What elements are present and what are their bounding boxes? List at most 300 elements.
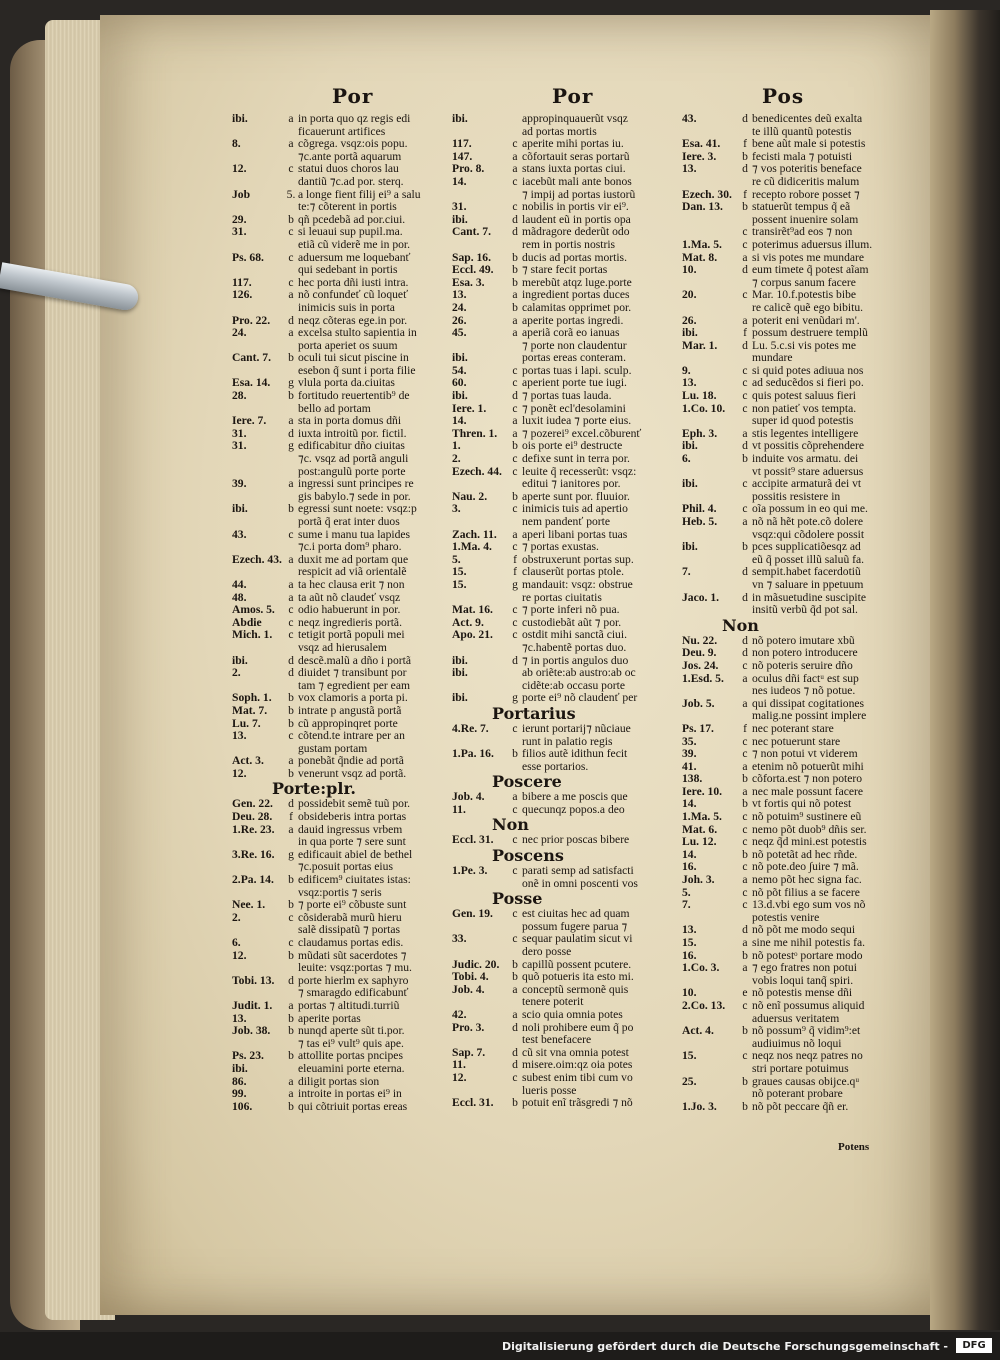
entry-text: onẽ in omni poscenti vos [522, 876, 638, 890]
entry-reference: ibi. [232, 112, 248, 125]
entry-section-letter: b [512, 250, 518, 264]
entry-reference [232, 239, 284, 252]
entry-section-letter: a [742, 759, 748, 773]
entry-reference [232, 836, 284, 849]
entry-text: neqz nos neqz patres no [752, 1049, 863, 1063]
entry-text: tam ⁊ egredient per eam [298, 678, 410, 692]
entry-text: potestis venire [752, 910, 820, 924]
entry-text: nemo põt hec signa fac. [752, 873, 862, 887]
concordance-entry [452, 604, 682, 617]
entry-text: ingressi sunt principes re [298, 477, 414, 491]
entry-text: stans iuxta portas ciui. [522, 162, 626, 176]
entry-text: quecunqz popos.a deo [522, 802, 625, 816]
entry-section-letter: d [288, 973, 294, 987]
entry-reference: 15. [452, 577, 467, 591]
entry-text: edificem⁹ ciuitates istas: [298, 873, 411, 887]
entry-section-letter: c [742, 810, 748, 824]
entry-text: in porta quo qz regis edi [298, 112, 411, 125]
entry-text: statuerũt tempus q̃ eã [752, 200, 851, 214]
entry-reference: 1.Ma. 5. [682, 810, 722, 824]
concordance-entry [232, 1088, 472, 1101]
entry-text: nobilis in portis vir ei⁹. [522, 200, 629, 214]
entry-section-letter: b [512, 300, 518, 314]
concordance-entry [232, 176, 472, 189]
concordance-entry [452, 908, 682, 921]
entry-section-letter: b [512, 263, 518, 277]
entry-section-letter: c [512, 802, 518, 816]
entry-text: filios autẽ idithun fecit [522, 747, 628, 761]
entry-section-letter: a [742, 671, 748, 685]
entry-text: Lu. 5.c.si vis potes me [752, 338, 857, 352]
entry-text: post:angulũ porte porte [298, 464, 406, 478]
entry-text: capillũ possent pcutere. [522, 957, 632, 971]
concordance-entry [452, 541, 682, 554]
entry-text: odio habuerunt in por. [298, 603, 401, 617]
entry-section-letter: c [742, 1049, 748, 1063]
entry-section-letter: b [512, 489, 518, 503]
entry-reference: Deu. 28. [232, 810, 273, 824]
entry-text: eleuamini porte eterna. [298, 1061, 405, 1075]
entry-reference: 5. [682, 885, 691, 899]
entry-text: ois porte ei⁹ destructe [522, 439, 623, 453]
entry-section-letter: a [742, 426, 748, 440]
concordance-entry [452, 791, 682, 804]
entry-section-letter: a [512, 982, 518, 996]
concordance-entry [452, 878, 682, 891]
entry-reference: ibi. [452, 112, 468, 125]
entry-reference: Lu. 18. [682, 389, 717, 403]
entry-section-letter: c [742, 998, 748, 1012]
concordance-entry [452, 327, 682, 340]
entry-reference: 16. [682, 948, 697, 962]
entry-section-letter: b [742, 847, 748, 861]
entry-reference: 31. [232, 225, 247, 239]
entry-text: venerunt vsqz ad portã. [298, 766, 407, 780]
concordance-entry [682, 937, 914, 950]
entry-reference: 26. [452, 313, 467, 327]
entry-text: appropinquauerũt vsqz [522, 112, 628, 125]
entry-text: salẽ dissipatũ ⁊ portas [298, 923, 401, 937]
entry-text: porte hierlm ex saphyro [298, 973, 409, 987]
entry-reference: ibi. [682, 540, 698, 554]
entry-text: vlula porta da.ciuitas [298, 376, 395, 390]
entry-text: neqz cõteras ege.in por. [298, 313, 408, 327]
concordance-entry [232, 730, 472, 743]
entry-reference: Heb. 5. [682, 515, 718, 528]
concordance-entry [452, 176, 682, 189]
entry-text: vobis loqui tanq̃ spiri. [752, 973, 854, 987]
entry-reference: 42. [452, 1008, 467, 1021]
entry-text: ingredient portas duces [522, 288, 630, 302]
entry-reference [682, 685, 738, 698]
concordance-entry [452, 642, 682, 655]
entry-text: nec prior poscas bibere [522, 833, 630, 847]
entry-section-letter [508, 667, 522, 680]
entry-text: aperi libani portas tuas [522, 527, 628, 541]
entry-text: mundare [752, 351, 793, 365]
entry-text: ducis ad portas mortis. [522, 250, 627, 264]
concordance-column-2 [452, 113, 682, 1110]
entry-section-letter: d [742, 565, 748, 579]
concordance-entry [452, 723, 682, 736]
entry-section-letter: d [512, 389, 518, 403]
concordance-entry [452, 302, 682, 315]
entry-section-letter: a [288, 1087, 294, 1101]
entry-text: nõ enĩ possumus aliquid [752, 998, 865, 1012]
concordance-entry [682, 1101, 914, 1114]
entry-reference: 5. [452, 552, 461, 566]
entry-reference: 99. [232, 1087, 247, 1101]
concordance-entry [682, 478, 914, 491]
entry-section-letter: f [289, 810, 293, 824]
entry-section-letter [508, 946, 522, 959]
entry-section-letter: b [288, 766, 294, 780]
entry-reference: Esa. 41. [682, 137, 721, 151]
entry-text: audiuimus nõ loqui [752, 1036, 842, 1050]
column-heading-1: Por [332, 84, 374, 108]
entry-text: bello ad portam [298, 401, 371, 415]
entry-section-letter [508, 478, 522, 491]
entry-text: cõsiderabã murũ hieru [298, 910, 402, 924]
entry-section-letter [738, 1088, 752, 1101]
entry-section-letter: c [742, 237, 748, 251]
entry-section-letter: a [512, 790, 518, 804]
entry-text: iuxta introitũ por. fictil. [298, 426, 407, 440]
entry-section-letter: c [512, 200, 518, 214]
entry-text: ⁊ ego fratres non potui [752, 961, 857, 975]
entry-text: nec poterant stare [752, 721, 834, 735]
entry-section-letter: f [743, 187, 747, 201]
concordance-entry [682, 962, 914, 975]
entry-text: editui ⁊ ianitores por. [522, 477, 621, 491]
entry-reference: 13. [232, 1011, 247, 1025]
concordance-entry [452, 201, 682, 214]
entry-section-letter [284, 516, 298, 529]
entry-section-letter [284, 541, 298, 554]
entry-reference: 45. [452, 326, 467, 340]
entry-section-letter: d [512, 653, 518, 667]
entry-text: si leuaui sup pupil.ma. [298, 225, 403, 239]
concordance-entry [232, 642, 472, 655]
entry-reference [452, 239, 508, 252]
entry-text: vsqz:qui cõdolere possit [752, 527, 865, 541]
entry-section-letter: g [288, 847, 294, 861]
entry-reference: ibi. [452, 389, 468, 403]
entry-reference: Eccl. 49. [452, 263, 494, 277]
entry-section-letter: a [742, 784, 748, 798]
entry-section-letter: b [288, 1049, 294, 1063]
entry-section-letter: c [288, 162, 294, 176]
entry-reference: Cant. 7. [232, 351, 271, 365]
entry-reference [682, 1088, 738, 1101]
entry-text: luxit iudea ⁊ porte eius. [522, 414, 632, 428]
entry-text: test benefacere [522, 1033, 592, 1047]
entry-text: quis potest saluus fieri [752, 389, 857, 403]
entry-section-letter: b [512, 275, 518, 289]
entry-reference: ibi. [452, 653, 468, 667]
entry-text: claudamus portas edis. [298, 936, 404, 949]
entry-section-letter [284, 836, 298, 849]
entry-text: hec porta dñi iusti intra. [298, 275, 409, 289]
entry-text: oĩa possum in eo qui me. [752, 502, 868, 516]
entry-reference: Job [232, 187, 251, 201]
entry-reference: ibi. [232, 653, 248, 667]
entry-reference: 13. [682, 376, 697, 390]
dfg-logo: DFG [956, 1338, 992, 1353]
entry-reference: Mat. 7. [232, 703, 268, 717]
entry-reference: 3.Re. 16. [232, 847, 275, 861]
concordance-entry [682, 579, 914, 592]
concordance-entry [232, 1000, 472, 1013]
entry-reference [232, 201, 284, 214]
entry-text: ⁊ in portis angulos duo [522, 653, 629, 667]
entry-text: transirẽt⁹ad eos ⁊ non [752, 225, 853, 239]
entry-section-letter: d [512, 212, 518, 226]
entry-section-letter: c [742, 860, 748, 874]
concordance-entry [452, 579, 682, 592]
entry-text: ⁊ smaragdo edificabunť [298, 986, 409, 1000]
concordance-entry [232, 516, 472, 529]
entry-text: malig.ne possint implere [752, 709, 867, 723]
entry-section-letter: c [512, 401, 518, 415]
entry-text: tetigit portã populi mei [298, 628, 405, 642]
entry-text: bene aũt male si potestis [752, 137, 866, 151]
entry-section-letter: a [288, 112, 294, 125]
entry-reference: 1.Co. 10. [682, 401, 726, 415]
entry-text: ⁊ vos poteritis beneface [752, 162, 862, 176]
entry-section-letter: b [288, 502, 294, 516]
entry-reference [452, 516, 508, 529]
entry-reference: 14. [452, 174, 467, 188]
entry-reference: ibi. [682, 439, 698, 453]
concordance-entry [232, 541, 472, 554]
concordance-entry [452, 1072, 682, 1085]
entry-section-letter: c [742, 835, 748, 849]
entry-text: possitis resistere in [752, 489, 841, 503]
concordance-entry [232, 390, 472, 403]
entry-section-letter: c [512, 363, 518, 377]
entry-section-letter: d [288, 666, 294, 680]
entry-reference: Jos. 24. [682, 658, 719, 672]
entry-text: insitũ verbũ q̃d pot sal. [752, 603, 858, 617]
entry-section-letter [738, 352, 752, 365]
entry-reference [232, 176, 284, 189]
entry-reference: Amos. 5. [232, 603, 275, 617]
entry-section-letter: d [512, 1045, 518, 1059]
entry-section-letter: b [742, 1024, 748, 1038]
entry-section-letter [738, 685, 752, 698]
entry-text: stis legentes intelligere [752, 426, 859, 440]
entry-text: si vis potes me mundare [752, 250, 865, 264]
entry-section-letter [284, 239, 298, 252]
entry-section-letter: c [288, 275, 294, 289]
entry-section-letter: d [742, 590, 748, 604]
entry-reference: Deu. 9. [682, 646, 717, 660]
entry-reference: ibi. [452, 351, 468, 365]
entry-text: te illũ quantũ potestis [752, 124, 852, 138]
entry-text: nunqd aperte sũt ti.por. [298, 1024, 405, 1038]
entry-text: 13.d.vbi ego sum vos nõ [752, 898, 866, 912]
entry-text: recepto robore posset ⁊ [752, 187, 860, 201]
entry-section-letter [508, 1034, 522, 1047]
entry-reference [682, 604, 738, 617]
entry-section-letter: b [742, 540, 748, 554]
section-heading: Poscens [492, 846, 564, 866]
concordance-entry [452, 1097, 682, 1110]
concordance-entry [682, 138, 914, 151]
entry-section-letter: c [512, 932, 518, 946]
entry-section-letter: d [742, 923, 748, 937]
entry-reference: Jaco. 1. [682, 590, 720, 604]
entry-section-letter: c [742, 502, 748, 516]
entry-reference: 7. [682, 565, 691, 579]
concordance-entry [682, 1063, 914, 1076]
concordance-entry [682, 453, 914, 466]
entry-section-letter: a [288, 326, 294, 340]
entry-section-letter: c [742, 401, 748, 415]
entry-section-letter: b [742, 797, 748, 811]
entry-section-letter [738, 1063, 752, 1076]
entry-text: qñ pcedebã ad por.ciui. [298, 212, 406, 226]
concordance-entry [682, 516, 914, 529]
entry-section-letter: b [288, 703, 294, 717]
concordance-entry [682, 723, 914, 736]
entry-text: nem pandenť porte [522, 515, 611, 528]
entry-reference: 39. [682, 747, 697, 761]
entry-text: nec potuerunt stare [752, 734, 841, 748]
entry-section-letter: b [742, 1074, 748, 1088]
entry-reference: 2. [232, 666, 241, 680]
entry-section-letter: d [288, 426, 294, 440]
entry-section-letter: b [512, 970, 518, 984]
entry-text: super id quod potestis [752, 414, 854, 428]
entry-text: cõtend.te intrare per an [298, 729, 405, 743]
entry-section-letter: d [742, 162, 748, 176]
entry-section-letter: c [288, 910, 294, 924]
concordance-entry [452, 516, 682, 529]
entry-section-letter: b [288, 898, 294, 912]
entry-text: duxit me ad portam que [298, 552, 409, 566]
entry-text: misere.oim:qz oia potes [522, 1058, 633, 1072]
concordance-entry [682, 899, 914, 912]
concordance-entry [682, 201, 914, 214]
entry-section-letter: a [742, 961, 748, 975]
entry-text: aperite mihi portas iu. [522, 137, 624, 151]
entry-reference: Job. 4. [452, 790, 485, 804]
entry-text: possent inuenire solam [752, 212, 859, 226]
entry-reference: 4.Re. 7. [452, 721, 489, 735]
entry-reference: 13. [682, 923, 697, 937]
footer-bar [0, 1332, 1000, 1360]
concordance-entry [232, 604, 472, 617]
entry-text: scio quia omnia potes [522, 1008, 623, 1021]
entry-reference: Esa. 3. [452, 275, 485, 289]
entry-reference: 12. [232, 766, 247, 780]
concordance-entry [682, 113, 914, 126]
entry-text: in qua porte ⁊ sere sunt [298, 835, 406, 849]
entry-section-letter: c [288, 527, 294, 541]
entry-reference: 15. [682, 1049, 697, 1063]
entry-section-letter: b [742, 772, 748, 786]
entry-reference: 1.Ma. 5. [682, 237, 722, 251]
entry-section-letter: a [512, 149, 518, 163]
entry-text: benedicentes deũ exalta [752, 112, 863, 125]
concordance-entry [232, 899, 472, 912]
entry-reference: 48. [232, 590, 247, 604]
entry-reference [232, 962, 284, 975]
entry-text: si quid potes adiuua nos [752, 363, 864, 377]
entry-text: gis babylo.⁊ sede in por. [298, 489, 411, 503]
entry-section-letter: c [512, 137, 518, 151]
entry-text: portas tuas i lapi. sculp. [522, 363, 632, 377]
concordance-entry [682, 176, 914, 189]
entry-section-letter: d [742, 338, 748, 352]
entry-text: calamitas opprimet por. [522, 300, 632, 314]
entry-text: possum destruere templũ [752, 326, 868, 340]
entry-section-letter: c [512, 603, 518, 617]
entry-text: ta hec clausa erit ⁊ non [298, 577, 405, 591]
entry-text: nõ nã hẽt pote.cõ dolere [752, 515, 864, 528]
entry-section-letter: b [512, 747, 518, 761]
entry-section-letter: c [512, 721, 518, 735]
entry-section-letter: a [288, 552, 294, 566]
entry-section-letter: a [512, 426, 518, 440]
entry-reference: Ps. 23. [232, 1049, 264, 1063]
entry-section-letter: b [288, 1099, 294, 1113]
entry-section-letter: d [288, 653, 294, 667]
entry-text: cũ appropinqret porte [298, 716, 398, 730]
entry-text: nõ poterant probare [752, 1087, 843, 1101]
concordance-entry [682, 1025, 914, 1038]
entry-text: aperte sunt por. fluuior. [522, 489, 630, 503]
entry-reference: Tobi. 13. [232, 973, 275, 987]
entry-reference: Eph. 3. [682, 426, 718, 440]
entry-reference: Tobi. 4. [452, 970, 489, 984]
entry-text: nõ põt peccare q̃ñ er. [752, 1099, 849, 1113]
concordance-entry [452, 804, 682, 817]
entry-text: nõ potero imutare xbũ [752, 633, 855, 647]
entry-text: nõ possum⁹ q̃ vidim⁹:et [752, 1024, 861, 1038]
entry-reference: 10. [682, 986, 697, 1000]
entry-reference: 15. [682, 936, 697, 949]
entry-text: neqz q̃d mini.est potestis [752, 835, 867, 849]
entry-section-letter: c [288, 615, 294, 629]
entry-text: sempit.habet facerdotiũ [752, 565, 861, 579]
concordance-entry [682, 415, 914, 428]
entry-text: ⁊ portas exustas. [522, 540, 599, 554]
entry-text: ⁊c.habentẽ portas duo. [522, 640, 627, 654]
concordance-entry [682, 352, 914, 365]
entry-text: sta in porta domus dñi [298, 414, 402, 428]
entry-reference: 9. [682, 363, 691, 377]
entry-reference: Thren. 1. [452, 426, 498, 440]
entry-reference [682, 214, 738, 227]
entry-text: est ciuitas hec ad quam [522, 907, 630, 921]
entry-text: ⁊c. vsqz ad portã anguli [298, 452, 409, 466]
concordance-entry [232, 836, 472, 849]
entry-section-letter: g [512, 577, 518, 591]
entry-section-letter: b [742, 452, 748, 466]
entry-section-letter [508, 352, 522, 365]
entry-reference [682, 1063, 738, 1076]
entry-text: nõ potestᵒ portare modo [752, 948, 863, 962]
entry-section-letter: a [742, 696, 748, 710]
entry-reference [682, 579, 738, 592]
entry-reference: 1.Esd. 5. [682, 671, 724, 685]
entry-reference: 2.Pa. 14. [232, 873, 274, 887]
concordance-entry [682, 660, 914, 673]
entry-section-letter [284, 1063, 298, 1076]
